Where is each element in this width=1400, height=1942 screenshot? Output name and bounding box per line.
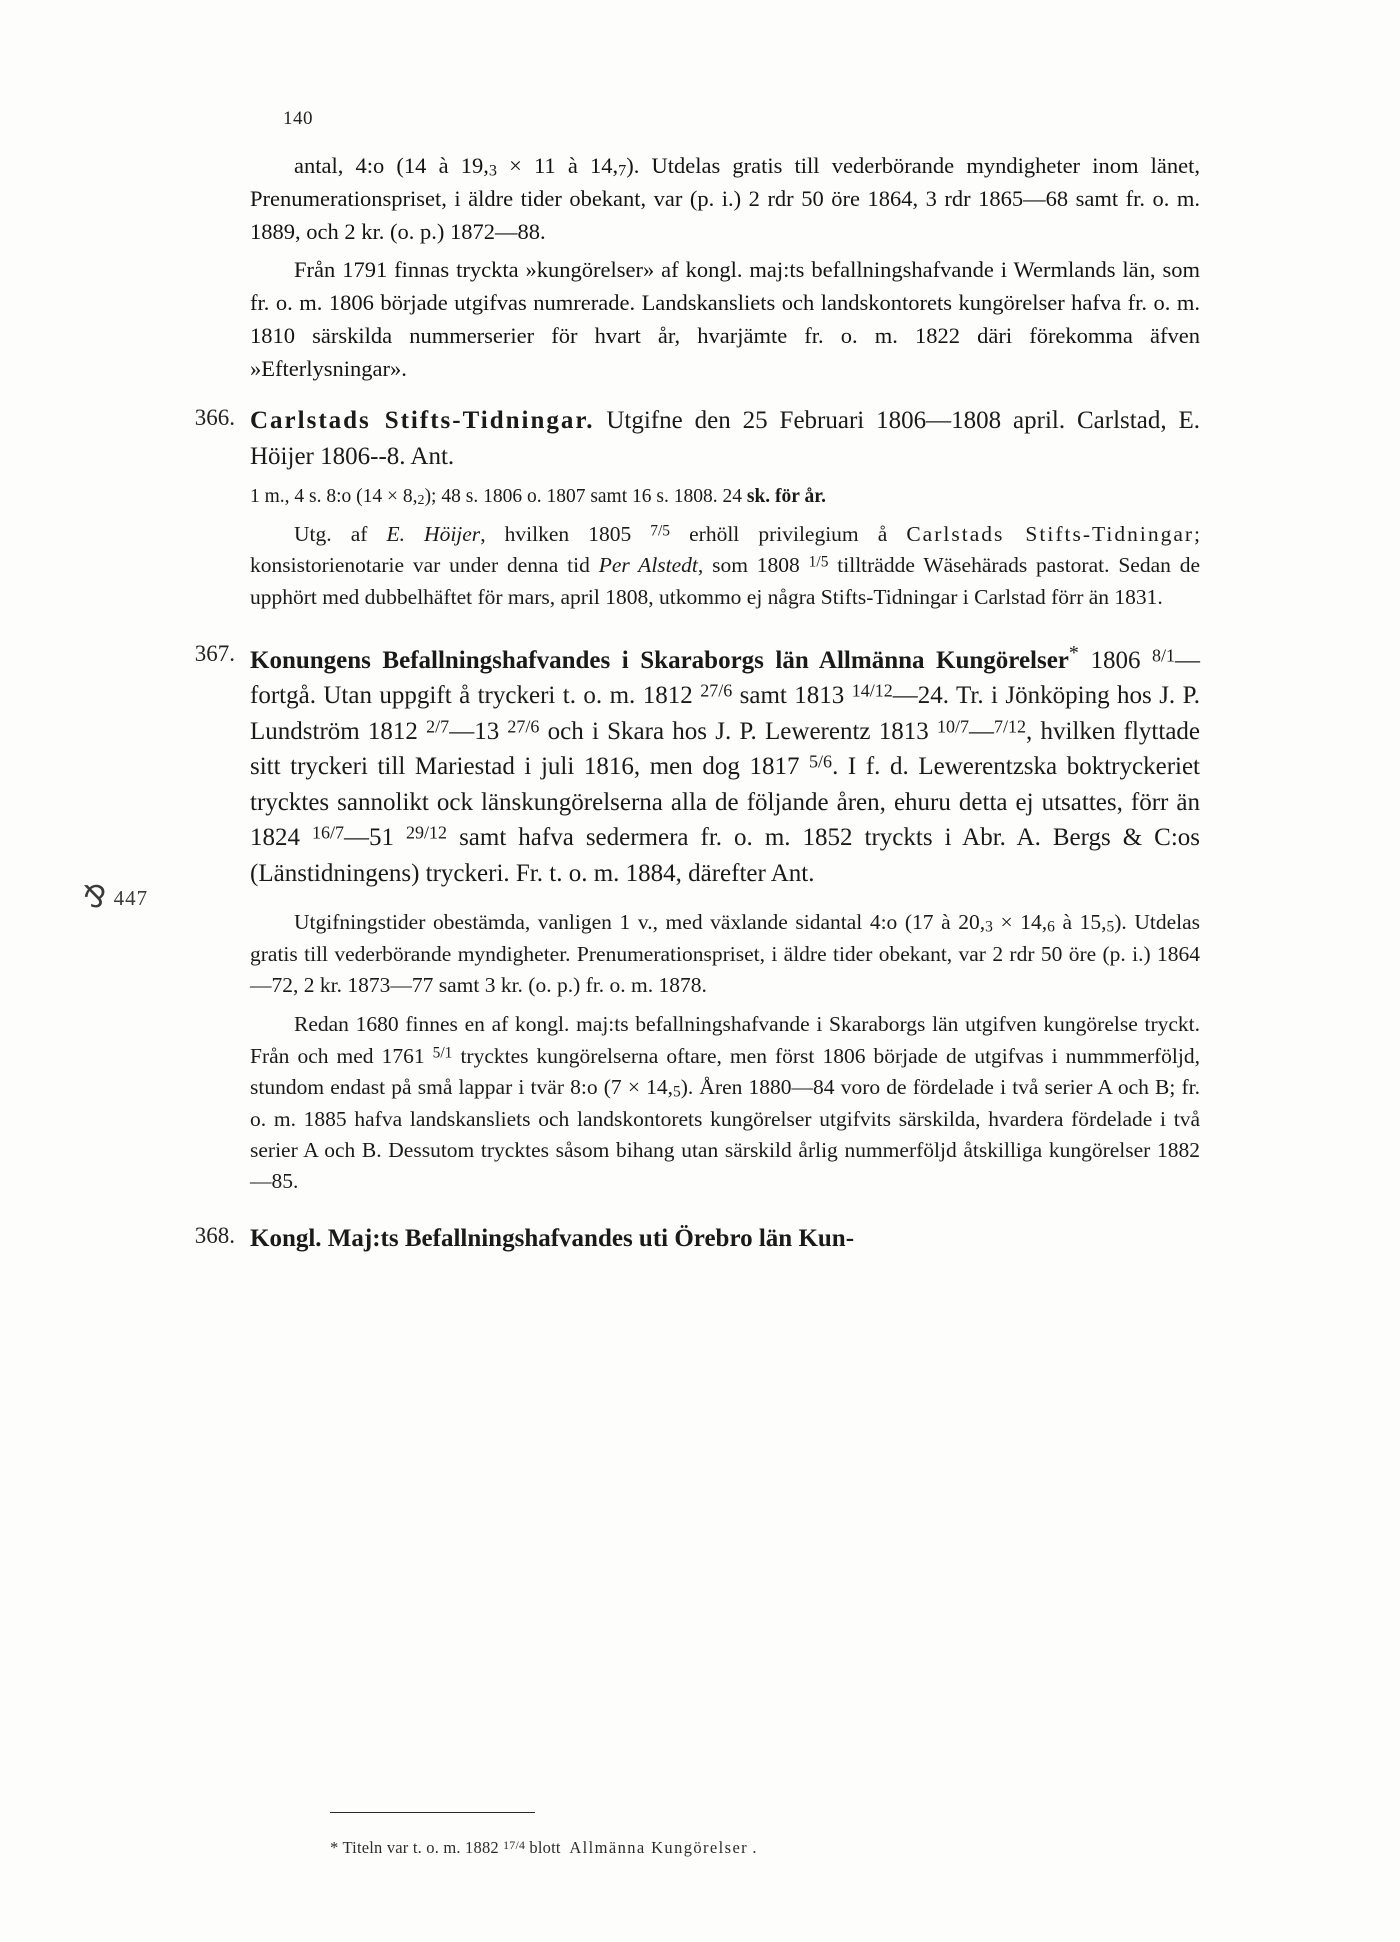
footnote-marker: * bbox=[1068, 641, 1079, 664]
entry-title bbox=[250, 1221, 1200, 1257]
entry-title-bold: Kongl. Maj:ts Befallningshafvandes uti Örebro län Kun- bbox=[250, 1225, 855, 1253]
paragraph-antal: antal, 4:o (14 à 19,3 × 11 à 14,7). Utdelas gratis till vederbörande myndigheter inom länet, Prenumerationspriset, i äldre tider obekant, var (p. i.) 2 rdr 50 öre 1864, 3 rdr 1865—68 samt fr. o. m. 1889, och 2 kr. (o. p.) 1872—88. bbox=[250, 153, 1200, 244]
entry-meta: 1 m., 4 s. 8:o (14 × 8,2); 48 s. 1806 o. 1807 samt 16 s. 1808. 24 sk. för år. bbox=[250, 486, 826, 509]
entry-title-rest: Utgifne den 25 Februari 1806—1808 april. Carlstad, E. Höijer 1806--8. Ant. bbox=[250, 407, 1200, 470]
catalog-entry-368 bbox=[194, 1221, 1200, 1257]
entry-body: Utg. af E. Höijer, hvilken 1805 $^{7/5}$ erhöll privilegium å Carlstads Stifts-Tidningar; konsistorienotarie var under denna tid Per Alstedt, som 1808 $^{1/5}$ tillträdde Wäsehärads pastorat. Sedan de upphört med dubbelhäftet för mars, april 1808, utkommo ej några Stifts-Tidningar i Carlstad förr än 1831. bbox=[250, 522, 1201, 609]
entry-number: 367. bbox=[194, 640, 235, 666]
entry-title bbox=[250, 403, 1200, 474]
entry-number: 366. bbox=[194, 405, 235, 431]
catalog-entry-366 bbox=[194, 403, 1201, 612]
entry-title-bold: Carlstads Stifts-Tidningar. bbox=[250, 407, 595, 435]
text-column bbox=[194, 150, 1201, 1257]
footnote-text: Titeln var t. o. m. 1882 $^{17/4}$ blott Allmänna Kungörelser . bbox=[342, 1838, 757, 1858]
footnote bbox=[330, 1838, 1150, 1858]
page-folio: 140 bbox=[283, 108, 313, 129]
margin-hook-mark: ⅋ bbox=[83, 881, 108, 914]
footnote-star: * bbox=[330, 1838, 339, 1858]
entry-body-1: Utgifningstider obestämda, vanligen 1 v., med växlande sidantal 4:o (17 à 20,3 × 14,6 à 15,5). Utdelas gratis till vederbörande myndigheter. Prenumerationspriset, i äldre tider obekant, var 2 rdr 50 öre (p. i.) 1864—72, 2 kr. 1873—77 samt 3 kr. (o. p.) fr. o. m. 1878. bbox=[250, 910, 1200, 998]
catalog-entry-367 bbox=[194, 639, 1201, 1197]
margin-annotation bbox=[83, 880, 148, 915]
margin-note-number: 447 bbox=[113, 886, 149, 910]
entry-title bbox=[250, 639, 1200, 892]
entry-title-rest: 1806 $^{8/1}$—fortgå. Utan uppgift å tryckeri t. o. m. 1812 $^{27/6}$ samt 1813 $^{14/12}$—24. Tr. i Jönköping hos J. P. Lundström 1812 $^{2/7}$—13 $^{27/6}$ och i Skara hos J. P. Lewerentz 1813 $^{10/7}$—$^{7/12}$, hvilken flyttade sitt tryckeri till Mariestad i juli 1816, men dog 1817 $^{5/6}$. I f. d. Lewerentzska boktryckeriet trycktes sannolikt ock länskungörelserna alla de följande åren, ehuru detta ej utsattes, förr än 1824 $^{16/7}$—51 $^{29/12}$ samt hafva sedermera fr. o. m. 1852 tryckts i Abr. A. Bergs & C:os (Länstidningens) tryckeri. Fr. t. o. m. 1884, därefter Ant. bbox=[250, 645, 1201, 887]
entry-title-bold: Konungens Befallningshafvandes i Skaraborgs län Allmänna Kungörelser bbox=[250, 646, 1069, 674]
footnote-divider bbox=[330, 1812, 535, 1813]
entry-number: 368. bbox=[194, 1223, 235, 1249]
entry-body-2: Redan 1680 finnes en af kongl. maj:ts befallningshafvande i Skaraborgs län utgifven kungörelse tryckt. Från och med 1761 $^{5/1}$ trycktes kungörelserna oftare, men först 1806 började de utgifvas i nummmerföljd, stundom endast på små lappar i tvär 8:o (7 × 14,5). Åren 1880—84 voro de fördelade i två serier A och B; fr. o. m. 1885 hafva landskansliets och landskontorets kungörelser utgifvits särskilda, hvardera fördelade i två serier A och B. Dessutom trycktes såsom bihang utan särskild årlig nummerföljd åtskilliga kungörelser 1882—85. bbox=[250, 1012, 1201, 1193]
paragraph-fran-1791: Från 1791 finnas tryckta »kungörelser» af kongl. maj:ts befallningshafvande i Wermlands län, som fr. o. m. 1806 började utgifvas numrerade. Landskansliets och landskontorets kungörelser hafva fr. o. m. 1810 särskilda nummerserier för hvart år, hvarjämte fr. o. m. 1822 däri förekomma äfven »Efterlysningar». bbox=[250, 257, 1200, 381]
